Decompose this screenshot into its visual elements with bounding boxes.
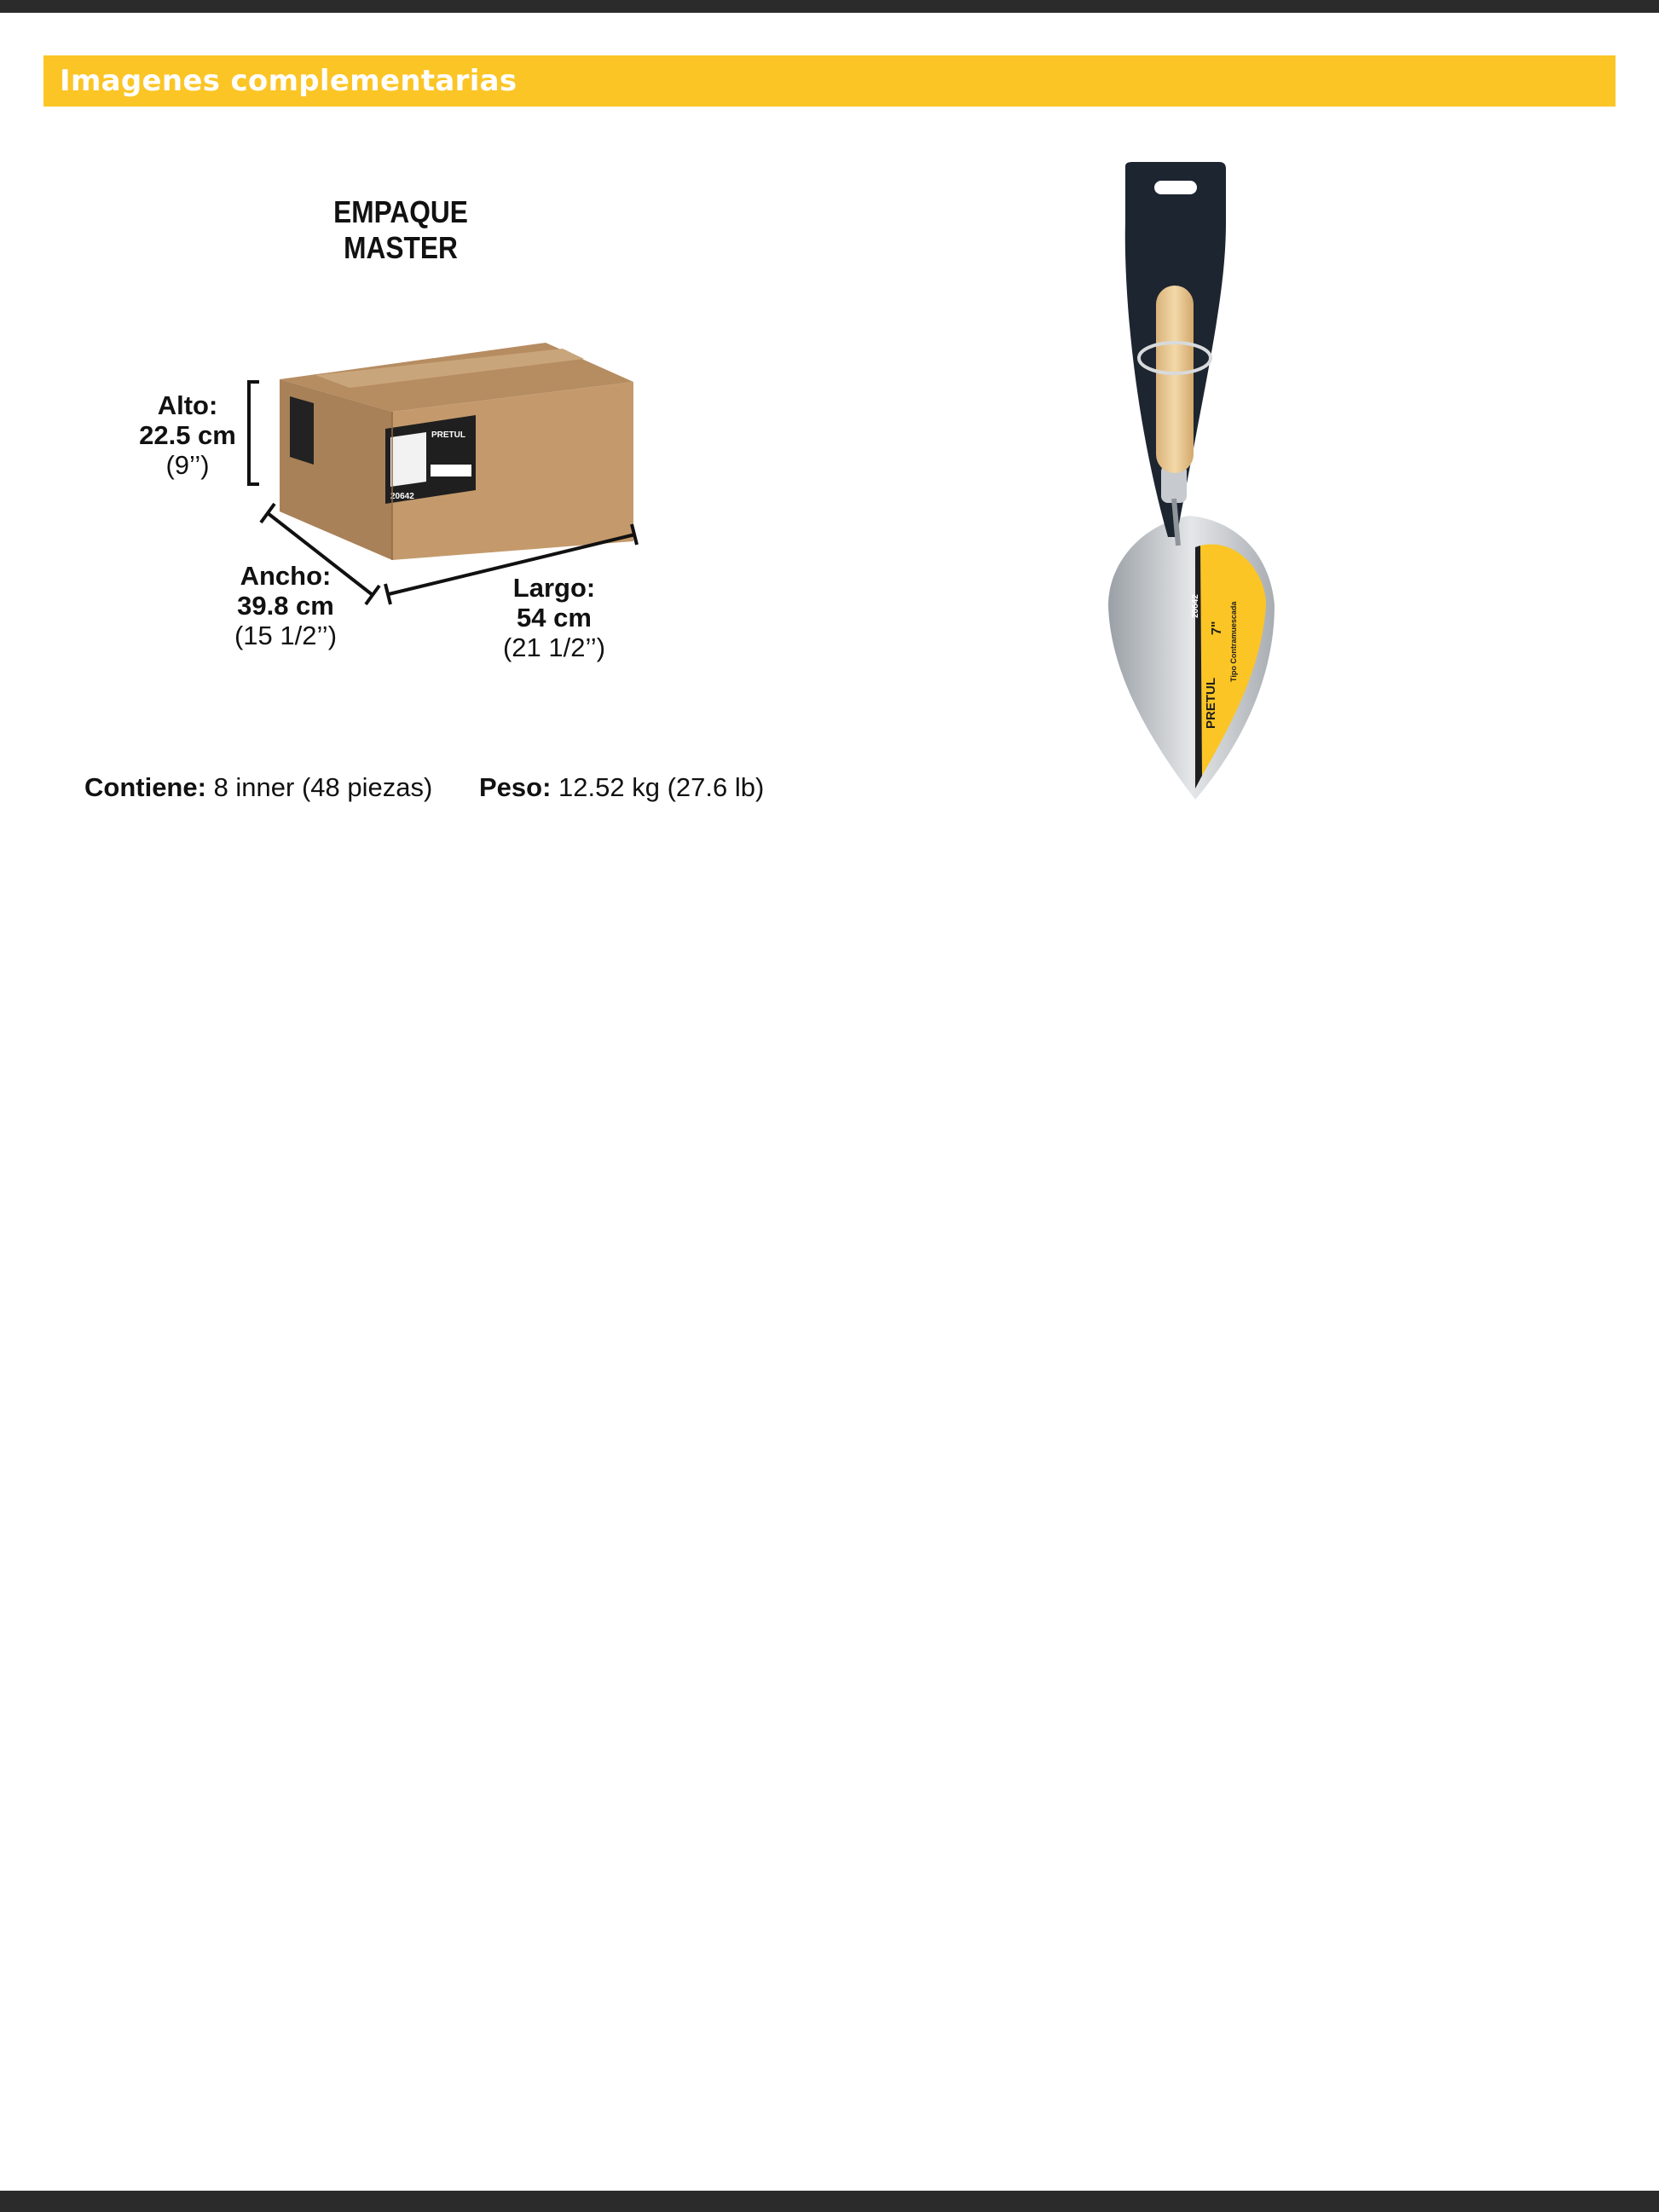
top-bar	[0, 0, 1659, 13]
box-label-brand: PRETUL	[431, 430, 465, 440]
ancho-value: 39.8 cm	[237, 591, 334, 621]
box-label-code: 20642	[390, 492, 414, 501]
packaging-title: EMPAQUE MASTER	[333, 194, 468, 265]
section-header	[43, 55, 1616, 107]
alto-dimension	[128, 390, 247, 480]
contiene-spec	[84, 772, 432, 803]
alto-label: Alto:	[157, 390, 218, 420]
alto-imperial: (9’’)	[165, 450, 210, 480]
ancho-dimension	[222, 561, 350, 650]
box-side-label	[290, 396, 314, 465]
alto-value: 22.5 cm	[139, 420, 236, 450]
largo-value: 54 cm	[517, 603, 592, 632]
peso-spec	[479, 772, 764, 803]
section-title: Imagenes complementarias	[60, 64, 517, 98]
blade-brand-text: PRETUL	[1204, 678, 1218, 729]
alto-dimension-line	[247, 382, 259, 484]
ancho-imperial: (15 1/2’’)	[234, 621, 338, 650]
hang-hole	[1154, 181, 1197, 194]
blade-size-text: 7"	[1210, 621, 1224, 635]
trowel-product-image	[1100, 162, 1287, 810]
bottom-bar	[0, 2191, 1659, 2212]
trowel-handle	[1156, 286, 1194, 473]
peso-value: 12.52 kg (27.6 lb)	[558, 772, 765, 802]
contiene-label: Contiene:	[84, 772, 206, 802]
box-front-label	[385, 415, 476, 504]
ancho-label: Ancho:	[240, 561, 332, 591]
largo-label: Largo:	[512, 573, 596, 603]
largo-dimension	[486, 573, 622, 662]
blade-type-text: Tipo Contramuescada	[1229, 601, 1238, 682]
contiene-value: 8 inner (48 piezas)	[213, 772, 433, 802]
blade-code-text: 20642	[1191, 594, 1200, 618]
largo-imperial: (21 1/2’’)	[502, 632, 606, 662]
peso-label: Peso:	[479, 772, 552, 802]
